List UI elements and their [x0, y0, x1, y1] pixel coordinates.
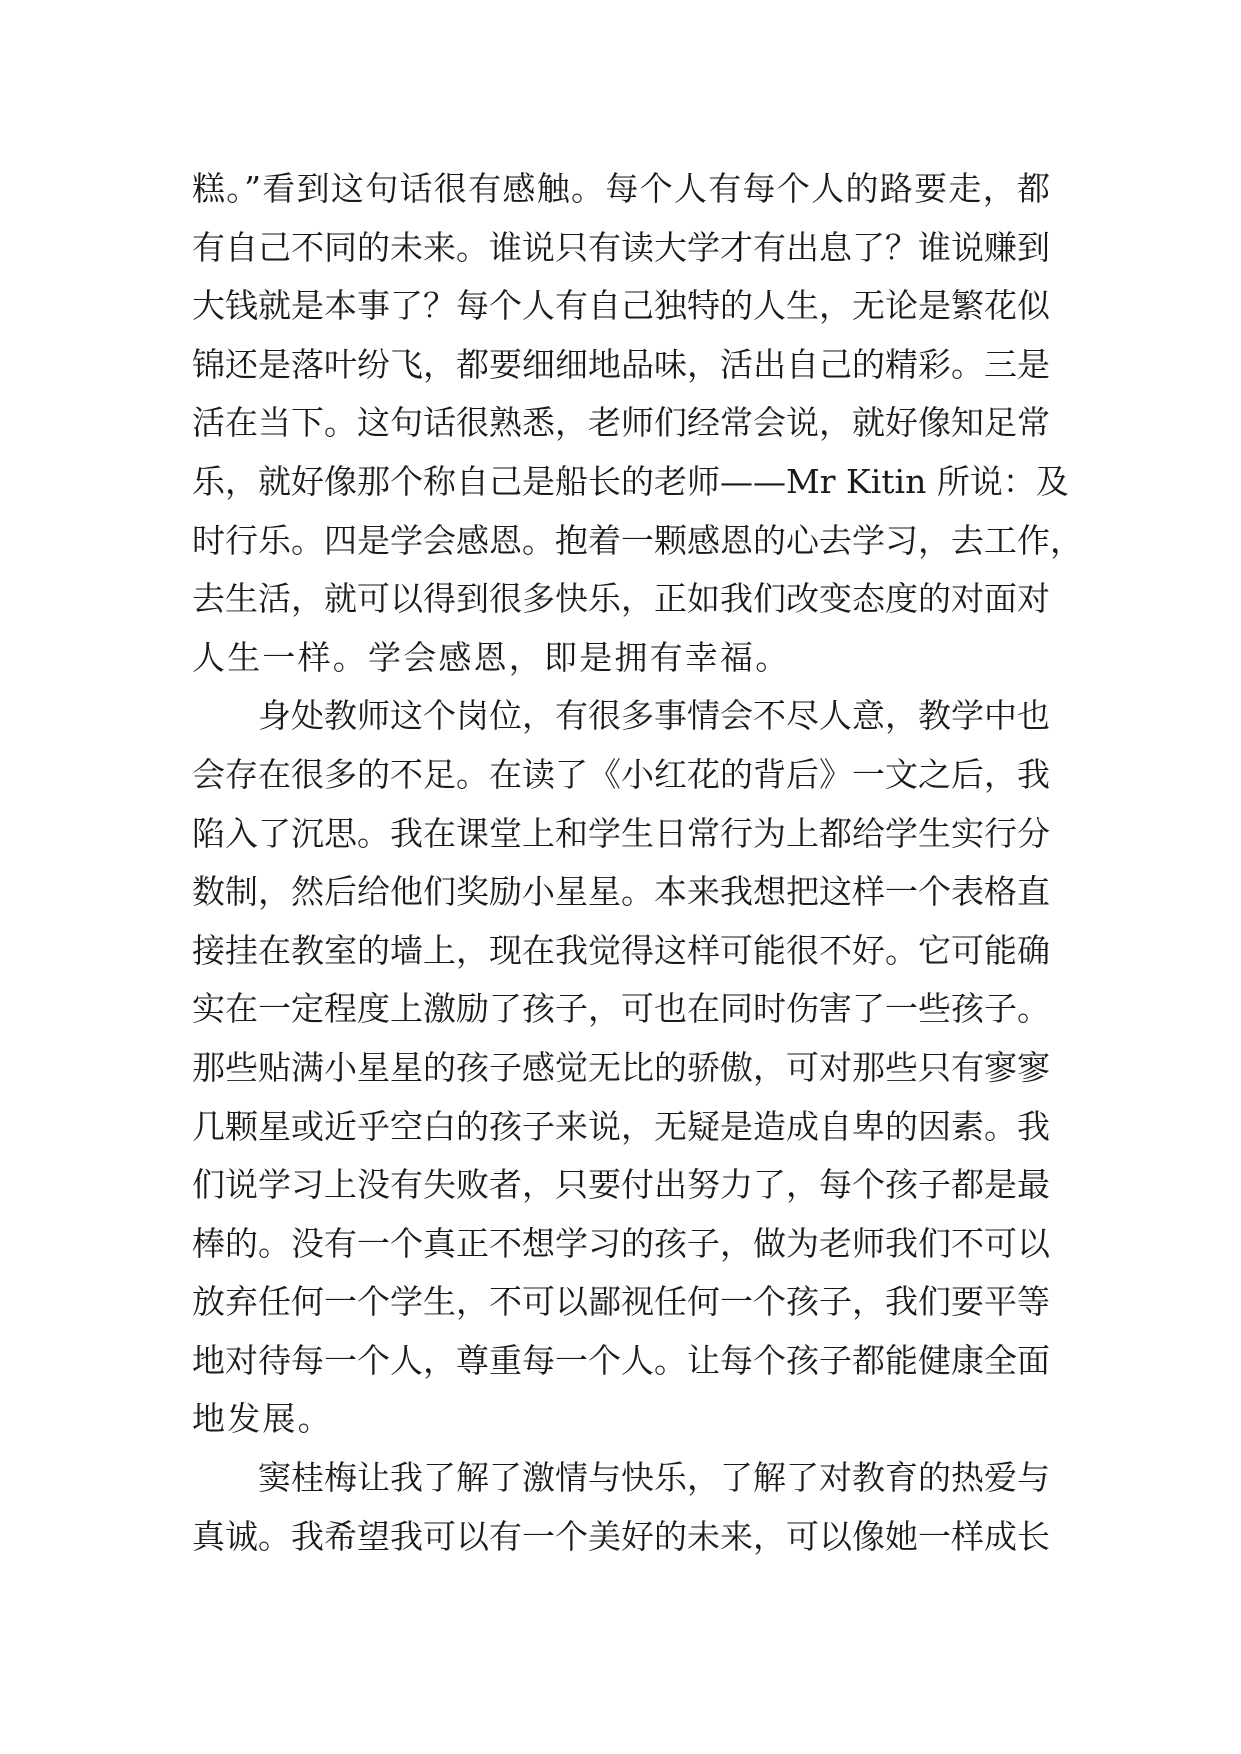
- text-line: 地对待每一个人，尊重每一个人。让每个孩子都能健康全面: [192, 1340, 1050, 1380]
- text-line: 窦桂梅让我了解了激情与快乐，了解了对教育的热爱与: [258, 1458, 1050, 1498]
- text-line: 糕。”看到这句话很有感触。每个人有每个人的路要走，都: [192, 169, 1050, 208]
- text-line: 有自己不同的未来。谁说只有读大学才有出息了？谁说赚到: [192, 227, 1050, 267]
- text-line: 那些贴满小星星的孩子感觉无比的骄傲，可对那些只有寥寥: [192, 1047, 1050, 1087]
- text-line: 几颗星或近乎空白的孩子来说，无疑是造成自卑的因素。我: [192, 1106, 1050, 1146]
- text-line: 地发展。: [192, 1399, 333, 1439]
- text-line: 大钱就是本事了？每个人有自己独特的人生，无论是繁花似: [192, 286, 1050, 326]
- text-line: 身处教师这个岗位，有很多事情会不尽人意，教学中也: [258, 696, 1050, 736]
- text-line: 们说学习上没有失败者，只要付出努力了，每个孩子都是最: [192, 1165, 1050, 1205]
- text-line: 锦还是落叶纷飞，都要细细地品味，活出自己的精彩。三是: [192, 344, 1050, 384]
- text-line: 数制，然后给他们奖励小星星。本来我想把这样一个表格直: [192, 872, 1050, 912]
- text-line: 接挂在教室的墙上，现在我觉得这样可能很不好。它可能确: [192, 930, 1050, 970]
- text-line: 人生一样。学会感恩，即是拥有幸福。: [192, 637, 791, 677]
- text-line: 放弃任何一个学生，不可以鄙视任何一个孩子，我们要平等: [192, 1282, 1050, 1322]
- text-line: 真诚。我希望我可以有一个美好的未来，可以像她一样成长: [192, 1516, 1050, 1556]
- text-line: 去生活，就可以得到很多快乐，正如我们改变态度的对面对: [192, 579, 1050, 619]
- body-text: [192, 160, 1083, 1566]
- text-line: 乐，就好像那个称自己是船长的老师——Mr Kitin 所说：及: [192, 461, 1069, 501]
- text-line: 实在一定程度上激励了孩子，可也在同时伤害了一些孩子。: [192, 989, 1050, 1029]
- text-line: 陷入了沉思。我在课堂上和学生日常行为上都给学生实行分: [192, 813, 1050, 853]
- text-line: 活在当下。这句话很熟悉，老师们经常会说，就好像知足常: [192, 403, 1050, 443]
- text-line: 会存在很多的不足。在读了《小红花的背后》一文之后，我: [192, 754, 1050, 794]
- text-line: 棒的。没有一个真正不想学习的孩子，做为老师我们不可以: [192, 1223, 1050, 1263]
- text-line: 时行乐。四是学会感恩。抱着一颗感恩的心去学习，去工作，: [192, 520, 1083, 560]
